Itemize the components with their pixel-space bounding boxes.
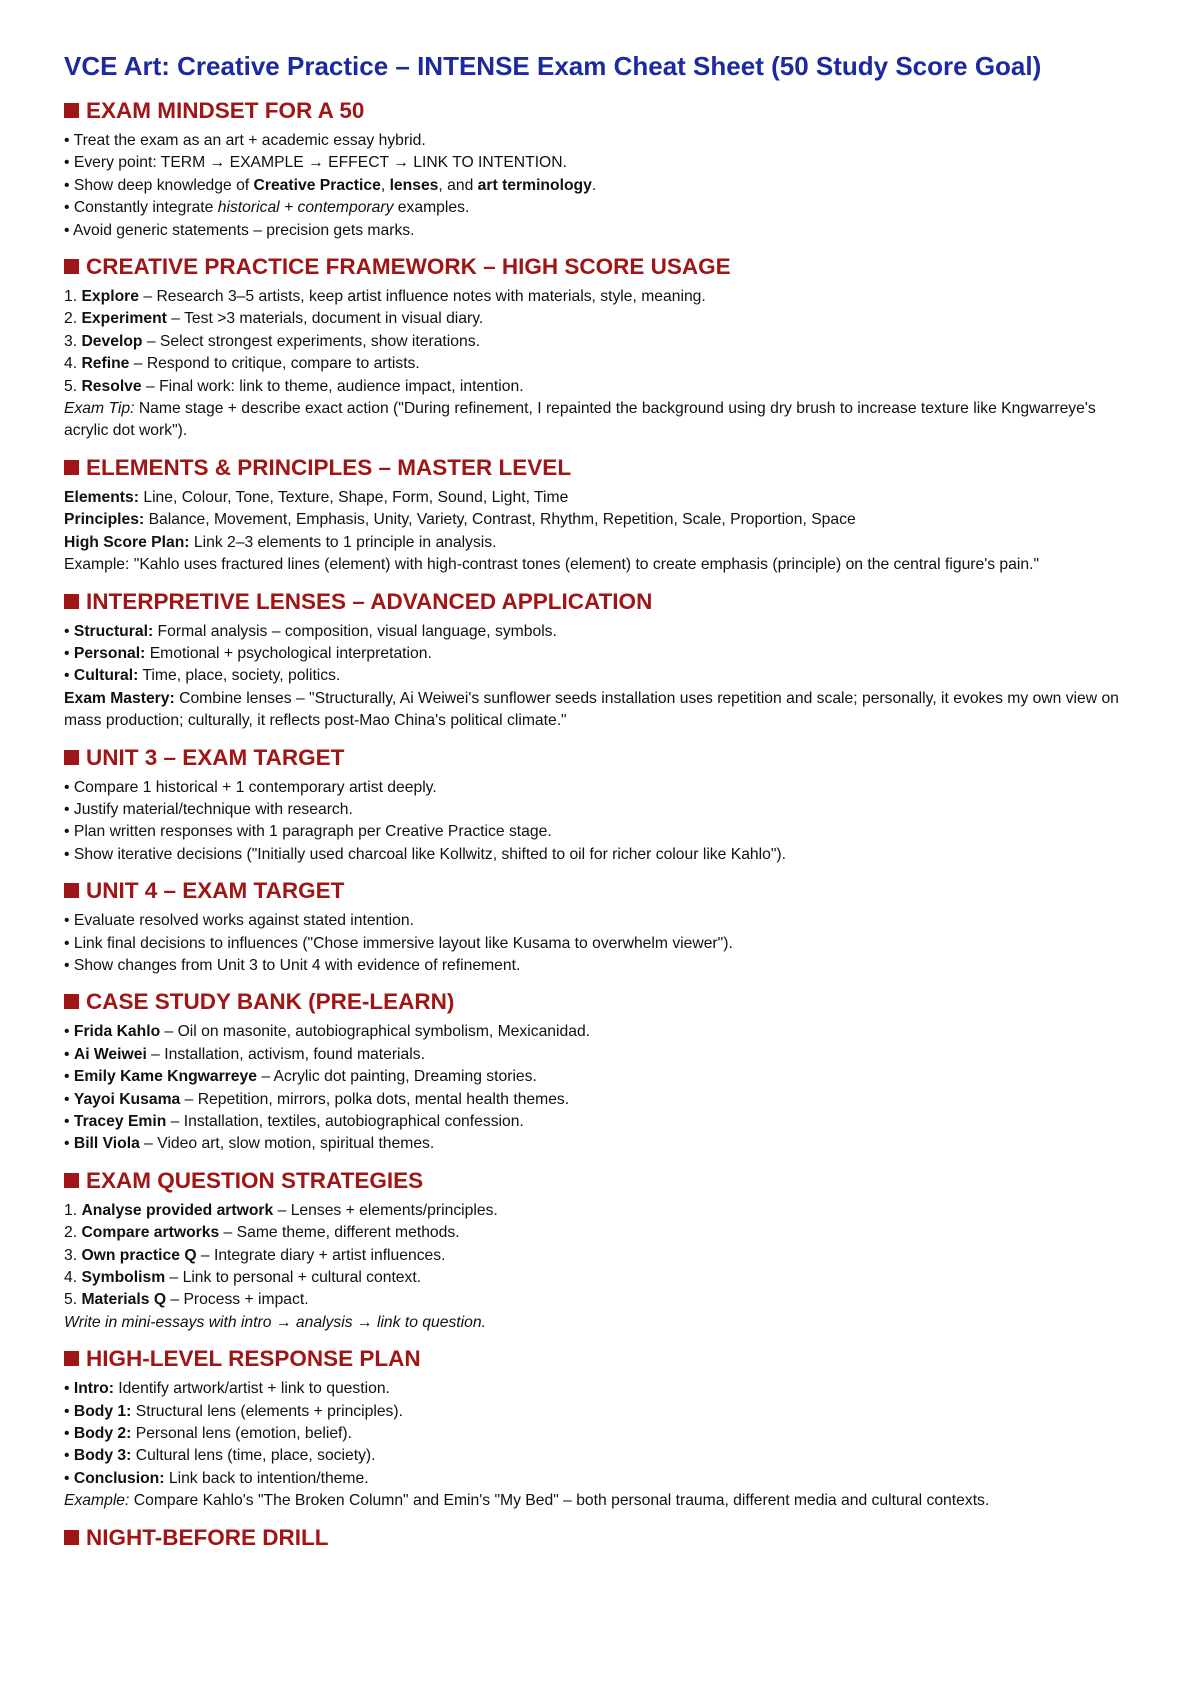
list-item: 3. Own practice Q – Integrate diary + artist influences. (64, 1246, 446, 1264)
page-title: VCE Art: Creative Practice – INTENSE Exam Cheat Sheet (50 Study Score Goal) (64, 51, 1042, 81)
list-item: • Show iterative decisions ("Initially used charcoal like Kollwitz, shifted to oil for richer colour like Kahlo"). (64, 845, 787, 863)
list-item: • Show changes from Unit 3 to Unit 4 with evidence of refinement. (64, 956, 521, 974)
list-item: 1. Explore – Research 3–5 artists, keep artist influence notes with materials, style, meaning. (64, 288, 706, 306)
list-item: • Avoid generic statements – precision gets marks. (64, 221, 415, 239)
section-heading: HIGH-LEVEL RESPONSE PLAN (64, 1344, 1144, 1374)
principles-line: Principles: Balance, Movement, Emphasis, Unity, Variety, Contrast, Rhythm, Repetition, Scale, Proportion, Space (64, 511, 856, 529)
list-item: • Justify material/technique with research. (64, 800, 353, 818)
square-bullet-icon (64, 1530, 79, 1545)
section-heading: CASE STUDY BANK (PRE-LEARN) (64, 987, 1144, 1017)
page (64, 50, 1144, 1563)
list-item: • Tracey Emin – Installation, textiles, autobiographical confession. (64, 1113, 524, 1130)
list-item: 4. Refine – Respond to critique, compare to artists. (64, 355, 420, 373)
list-item: 4. Symbolism – Link to personal + cultural context. (64, 1269, 422, 1287)
section-heading: ELEMENTS & PRINCIPLES – MASTER LEVEL (64, 453, 1144, 483)
list-item: • Body 3: Cultural lens (time, place, society). (64, 1447, 376, 1465)
square-bullet-icon (64, 594, 79, 609)
square-bullet-icon (64, 103, 79, 118)
list-item: 5. Materials Q – Process + impact. (64, 1291, 309, 1309)
list-item: • Body 2: Personal lens (emotion, belief). (64, 1425, 352, 1443)
section-night-before-drill (64, 1523, 1144, 1553)
section-unit-4 (64, 876, 1144, 977)
list-item: • Plan written responses with 1 paragraph per Creative Practice stage. (64, 823, 552, 841)
list-item: • Personal: Emotional + psychological interpretation. (64, 644, 432, 662)
list-item: • Evaluate resolved works against stated intention. (64, 912, 414, 930)
list-item: • Frida Kahlo – Oil on masonite, autobiographical symbolism, Mexicanidad. (64, 1023, 591, 1041)
section-interpretive-lenses (64, 587, 1144, 733)
square-bullet-icon (64, 750, 79, 765)
list-item: 2. Experiment – Test >3 materials, document in visual diary. (64, 310, 484, 328)
list-item: 1. Analyse provided artwork – Lenses + elements/principles. (64, 1201, 498, 1219)
square-bullet-icon (64, 883, 79, 898)
list-item: 2. Compare artworks – Same theme, different methods. (64, 1224, 460, 1242)
list-item: • Link final decisions to influences ("Chose immersive layout like Kusama to overwhelm viewer"). (64, 934, 733, 952)
square-bullet-icon (64, 460, 79, 475)
section-heading: UNIT 3 – EXAM TARGET (64, 743, 1144, 773)
section-heading: INTERPRETIVE LENSES – ADVANCED APPLICATION (64, 587, 1144, 617)
section-elements-principles (64, 453, 1144, 577)
high-score-plan: High Score Plan: Link 2–3 elements to 1 principle in analysis. (64, 533, 497, 551)
exam-mastery: Exam Mastery: Combine lenses – "Structurally, Ai Weiwei's sunflower seeds installation uses repetition and scale; personally, it evokes my own view on mass production; culturally, it reflects post-Mao China's political climate." (64, 689, 1119, 730)
example-line: Example: "Kahlo uses fractured lines (element) with high-contrast tones (element) to create emphasis (principle) on the central figure's pain." (64, 556, 1040, 574)
section-heading: CREATIVE PRACTICE FRAMEWORK – HIGH SCORE USAGE (64, 252, 1144, 282)
list-item: 5. Resolve – Final work: link to theme, audience impact, intention. (64, 377, 524, 395)
section-heading: EXAM MINDSET FOR A 50 (64, 96, 1144, 126)
square-bullet-icon (64, 259, 79, 274)
section-heading: NIGHT-BEFORE DRILL (64, 1523, 1144, 1553)
section-heading: EXAM QUESTION STRATEGIES (64, 1166, 1144, 1196)
section-heading: UNIT 4 – EXAM TARGET (64, 876, 1144, 906)
list-item: • Every point: TERM → EXAMPLE → EFFECT → LINK TO INTENTION. (64, 154, 567, 172)
list-item: • Compare 1 historical + 1 contemporary artist deeply. (64, 778, 437, 796)
section-exam-mindset (64, 96, 1144, 242)
list-item: • Intro: Identify artwork/artist + link to question. (64, 1380, 390, 1398)
strategy-note: Write in mini-essays with intro → analysis → link to question. (64, 1313, 486, 1331)
square-bullet-icon (64, 994, 79, 1009)
list-item: 3. Develop – Select strongest experiments, show iterations. (64, 332, 480, 350)
list-item: • Treat the exam as an art + academic essay hybrid. (64, 132, 426, 149)
elements-line: Elements: Line, Colour, Tone, Texture, Shape, Form, Sound, Light, Time (64, 488, 569, 506)
list-item: • Emily Kame Kngwarreye – Acrylic dot painting, Dreaming stories. (64, 1068, 537, 1086)
example-line: Example: Compare Kahlo's "The Broken Column" and Emin's "My Bed" – both personal trauma, different media and cultural contexts. (64, 1492, 990, 1510)
exam-tip: Exam Tip: Name stage + describe exact action ("During refinement, I repainted the background using dry brush to increase texture like Kngwarreye's acrylic dot work"). (64, 400, 1096, 440)
section-case-study-bank (64, 987, 1144, 1155)
list-item: • Ai Weiwei – Installation, activism, found materials. (64, 1045, 425, 1063)
square-bullet-icon (64, 1351, 79, 1366)
list-item: • Yayoi Kusama – Repetition, mirrors, polka dots, mental health themes. (64, 1090, 570, 1108)
section-unit-3 (64, 743, 1144, 867)
list-item: • Constantly integrate historical + contemporary examples. (64, 199, 470, 217)
section-creative-practice-framework (64, 252, 1144, 443)
list-item: • Body 1: Structural lens (elements + principles). (64, 1402, 403, 1420)
list-item: • Cultural: Time, place, society, politics. (64, 667, 341, 685)
section-exam-question-strategies (64, 1166, 1144, 1334)
square-bullet-icon (64, 1173, 79, 1188)
list-item: • Structural: Formal analysis – composition, visual language, symbols. (64, 622, 557, 640)
list-item: • Show deep knowledge of Creative Practice, lenses, and art terminology. (64, 176, 597, 194)
list-item: • Conclusion: Link back to intention/theme. (64, 1469, 369, 1487)
list-item: • Bill Viola – Video art, slow motion, spiritual themes. (64, 1135, 435, 1153)
section-high-level-response-plan (64, 1344, 1144, 1512)
